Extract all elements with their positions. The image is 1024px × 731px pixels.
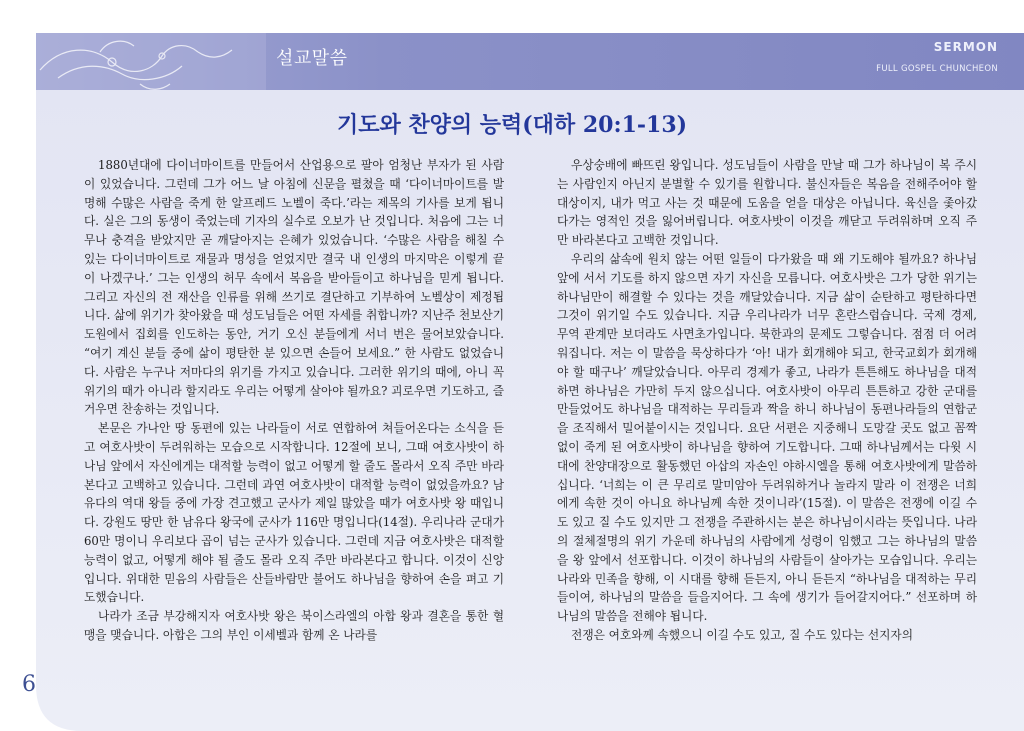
church-name: FULL GOSPEL CHUNCHEON: [876, 64, 998, 74]
sermon-label: SERMON: [933, 40, 998, 54]
sermon-title: 기도와 찬양의 능력(대하 20:1-13): [336, 112, 688, 138]
section-title: 설교말씀: [276, 48, 348, 69]
paragraph: 우상숭배에 빠뜨린 왕입니다. 성도님들이 사람을 만날 때 그가 하나님이 복 주시는 사람인지 아닌지 분별할 수 있기를 원합니다. 불신자들은 복음을 전해주어야 할 대상이지, 내가 먹고 사는 것 때문에 도움을 얻을 대상은 아닙니다. 육신을 좇아갔다가는 영적인 것을 잃어버립니다. 여호사밧이 이것을 깨닫고 두려워하며 오직 주만 바라본다고 고백한 것입니다.: [557, 158, 977, 248]
paragraph: 전쟁은 여호와께 속했으니 이길 수도 있고, 질 수도 있다는 선지자의: [571, 627, 914, 642]
paragraph: 1880년대에 다이너마이트를 만들어서 산업용으로 팔아 엄청난 부자가 된 사람이 있었습니다. 그런데 그가 어느 날 아침에 신문을 펼쳤을 때 ‘다이너마이트를 발명해 수많은 사람을 죽게 한 알프레드 노벨이 죽다.’라는 제목의 기사를 보게 됩니다. 실은 그의 동생이 죽었는데 기자의 실수로 오보가 난 것입니다. 처음에 그는 너무나 충격을 받았지만 곧 깨달아지는 은혜가 있었습니다. ‘수많은 사람을 해칠 수 있는 다이너마이트로 재물과 명성을 얻었지만 결국 내 인생의 마지막은 이렇게 끝이 나겠구나.’ 그는 인생의 허무 속에서 복음을 받아들이고 하나님을 믿게 됩니다. 그리고 자신의 전 재산을 인류를 위해 쓰기로 결단하고 기부하여 노벨상이 제정됩니다. 삶에 위기가 찾아왔을 때 성도님들은 어떤 자세를 취합니까? 지난주 천보산기도원에서 집회를 인도하는 동안, 거기 오신 분들에게 서너 번은 물어보았습니다. “여기 계신 분들 중에 삶이 평탄한 분 있으면 손들어 보세요.” 한 사람도 없었습니다. 사람은 누구나 저마다의 위기를 가지고 있습니다. 그러한 위기의 때에, 아니 꼭 위기의 때가 아니라 할지라도 우리는 어떻게 살아야 될까요? 괴로우면 기도하고, 즐거우면 찬송하는 것입니다.: [84, 158, 504, 417]
left-column: [84, 156, 504, 645]
paragraph: 나라가 조금 부강해지자 여호사밧 왕은 북이스라엘의 아합 왕과 결혼을 통한 혈맹을 맺습니다. 아합은 그의 부인 이세벨과 함께 온 나라를: [84, 609, 504, 642]
page-number: 6: [22, 672, 36, 697]
paragraph: 우리의 삶속에 원치 않는 어떤 일들이 다가왔을 때 왜 기도해야 될까요? 하나님 앞에 서서 기도를 하지 않으면 자기 자신을 모릅니다. 여호사밧은 그가 당한 위기는 하나님만이 해결할 수 있다는 것을 깨달았습니다. 지금 삶이 순탄하고 평탄하다면 그것이 위기일 수도 있습니다. 지금 우리나라가 너무 혼란스럽습니다. 국제 경제, 무역 관계만 보더라도 사면초가입니다. 북한과의 문제도 그렇습니다. 점점 더 어려워집니다. 저는 이 말씀을 묵상하다가 ‘아! 내가 회개해야 되고, 한국교회가 회개해야 할 때구나’ 깨달았습니다. 아무리 경제가 좋고, 나라가 튼튼해도 하나님을 대적하면 하나님은 가만히 두지 않으십니다. 여호사밧이 아무리 튼튼하고 강한 군대를 만들었어도 하나님을 대적하는 무리들과 짝을 하니 하나님이 동편나라들의 연합군을 조직해서 밀어붙이시는 것입니다. 요단 서편은 지중해니 도망갈 곳도 없고 꼼짝없이 죽게 된 여호사밧이 하나님을 향하여 기도합니다. 그때 하나님께서는 다윗 시대에 찬양대장으로 활동했던 아삽의 자손인 야하시엘을 통해 여호사밧에게 말씀하십니다. ‘너희는 이 큰 무리로 말미암아 두려워하거나 놀라지 말라 이 전쟁은 너희에게 속한 것이 아니요 하나님께 속한 것이니라’(15절). 이 말씀은 전쟁에 이길 수도 있고 질 수도 있지만 그 전쟁을 주관하시는 분은 하나님이시라는 뜻입니다. 나라의 절체절명의 위기 가운데 하나님의 사람에게 성령이 임했고 그는 하나님의 말씀을 왕 앞에서 선포합니다. 이것이 하나님의 사람들이 살아가는 모습입니다. 우리는 나라와 민족을 향해, 이 시대를 향해 듣든지, 아니 듣든지 “하나님을 대적하는 무리들이여, 하나님의 말씀을 들을지어다. 그 속에 생기가 들어갈지어다.” 선포하며 하나님의 말씀을 전해야 됩니다.: [557, 251, 977, 624]
right-column: [557, 156, 977, 645]
paragraph: 본문은 가나안 땅 동편에 있는 나라들이 서로 연합하여 쳐들어온다는 소식을 듣고 여호사밧이 두려워하는 모습으로 시작합니다. 12절에 보니, 그때 여호사밧이 하나님 앞에서 자신에게는 대적할 능력이 없고 어떻게 할 줄도 몰라서 오직 주만 바라본다고 고백하고 있습니다. 그런데 과연 여호사밧이 대적할 능력이 없었을까요? 남유다의 역대 왕들 중에 가장 견고했고 군사가 제일 많았을 때가 여호사밧 왕 때입니다. 강원도 땅만 한 남유다 왕국에 군사가 116만 명입니다(14절). 우리나라 군대가 60만 명이니 우리보다 곱이 넘는 군사가 있습니다. 그런데 지금 여호사밧은 대적할 능력이 없고, 어떻게 해야 될 줄도 몰라 오직 주만 바라본다고 합니다. 이것이 신앙입니다. 위대한 믿음의 사람들은 산들바람만 불어도 하나님을 향하여 손을 펴고 기도했습니다.: [84, 421, 505, 605]
